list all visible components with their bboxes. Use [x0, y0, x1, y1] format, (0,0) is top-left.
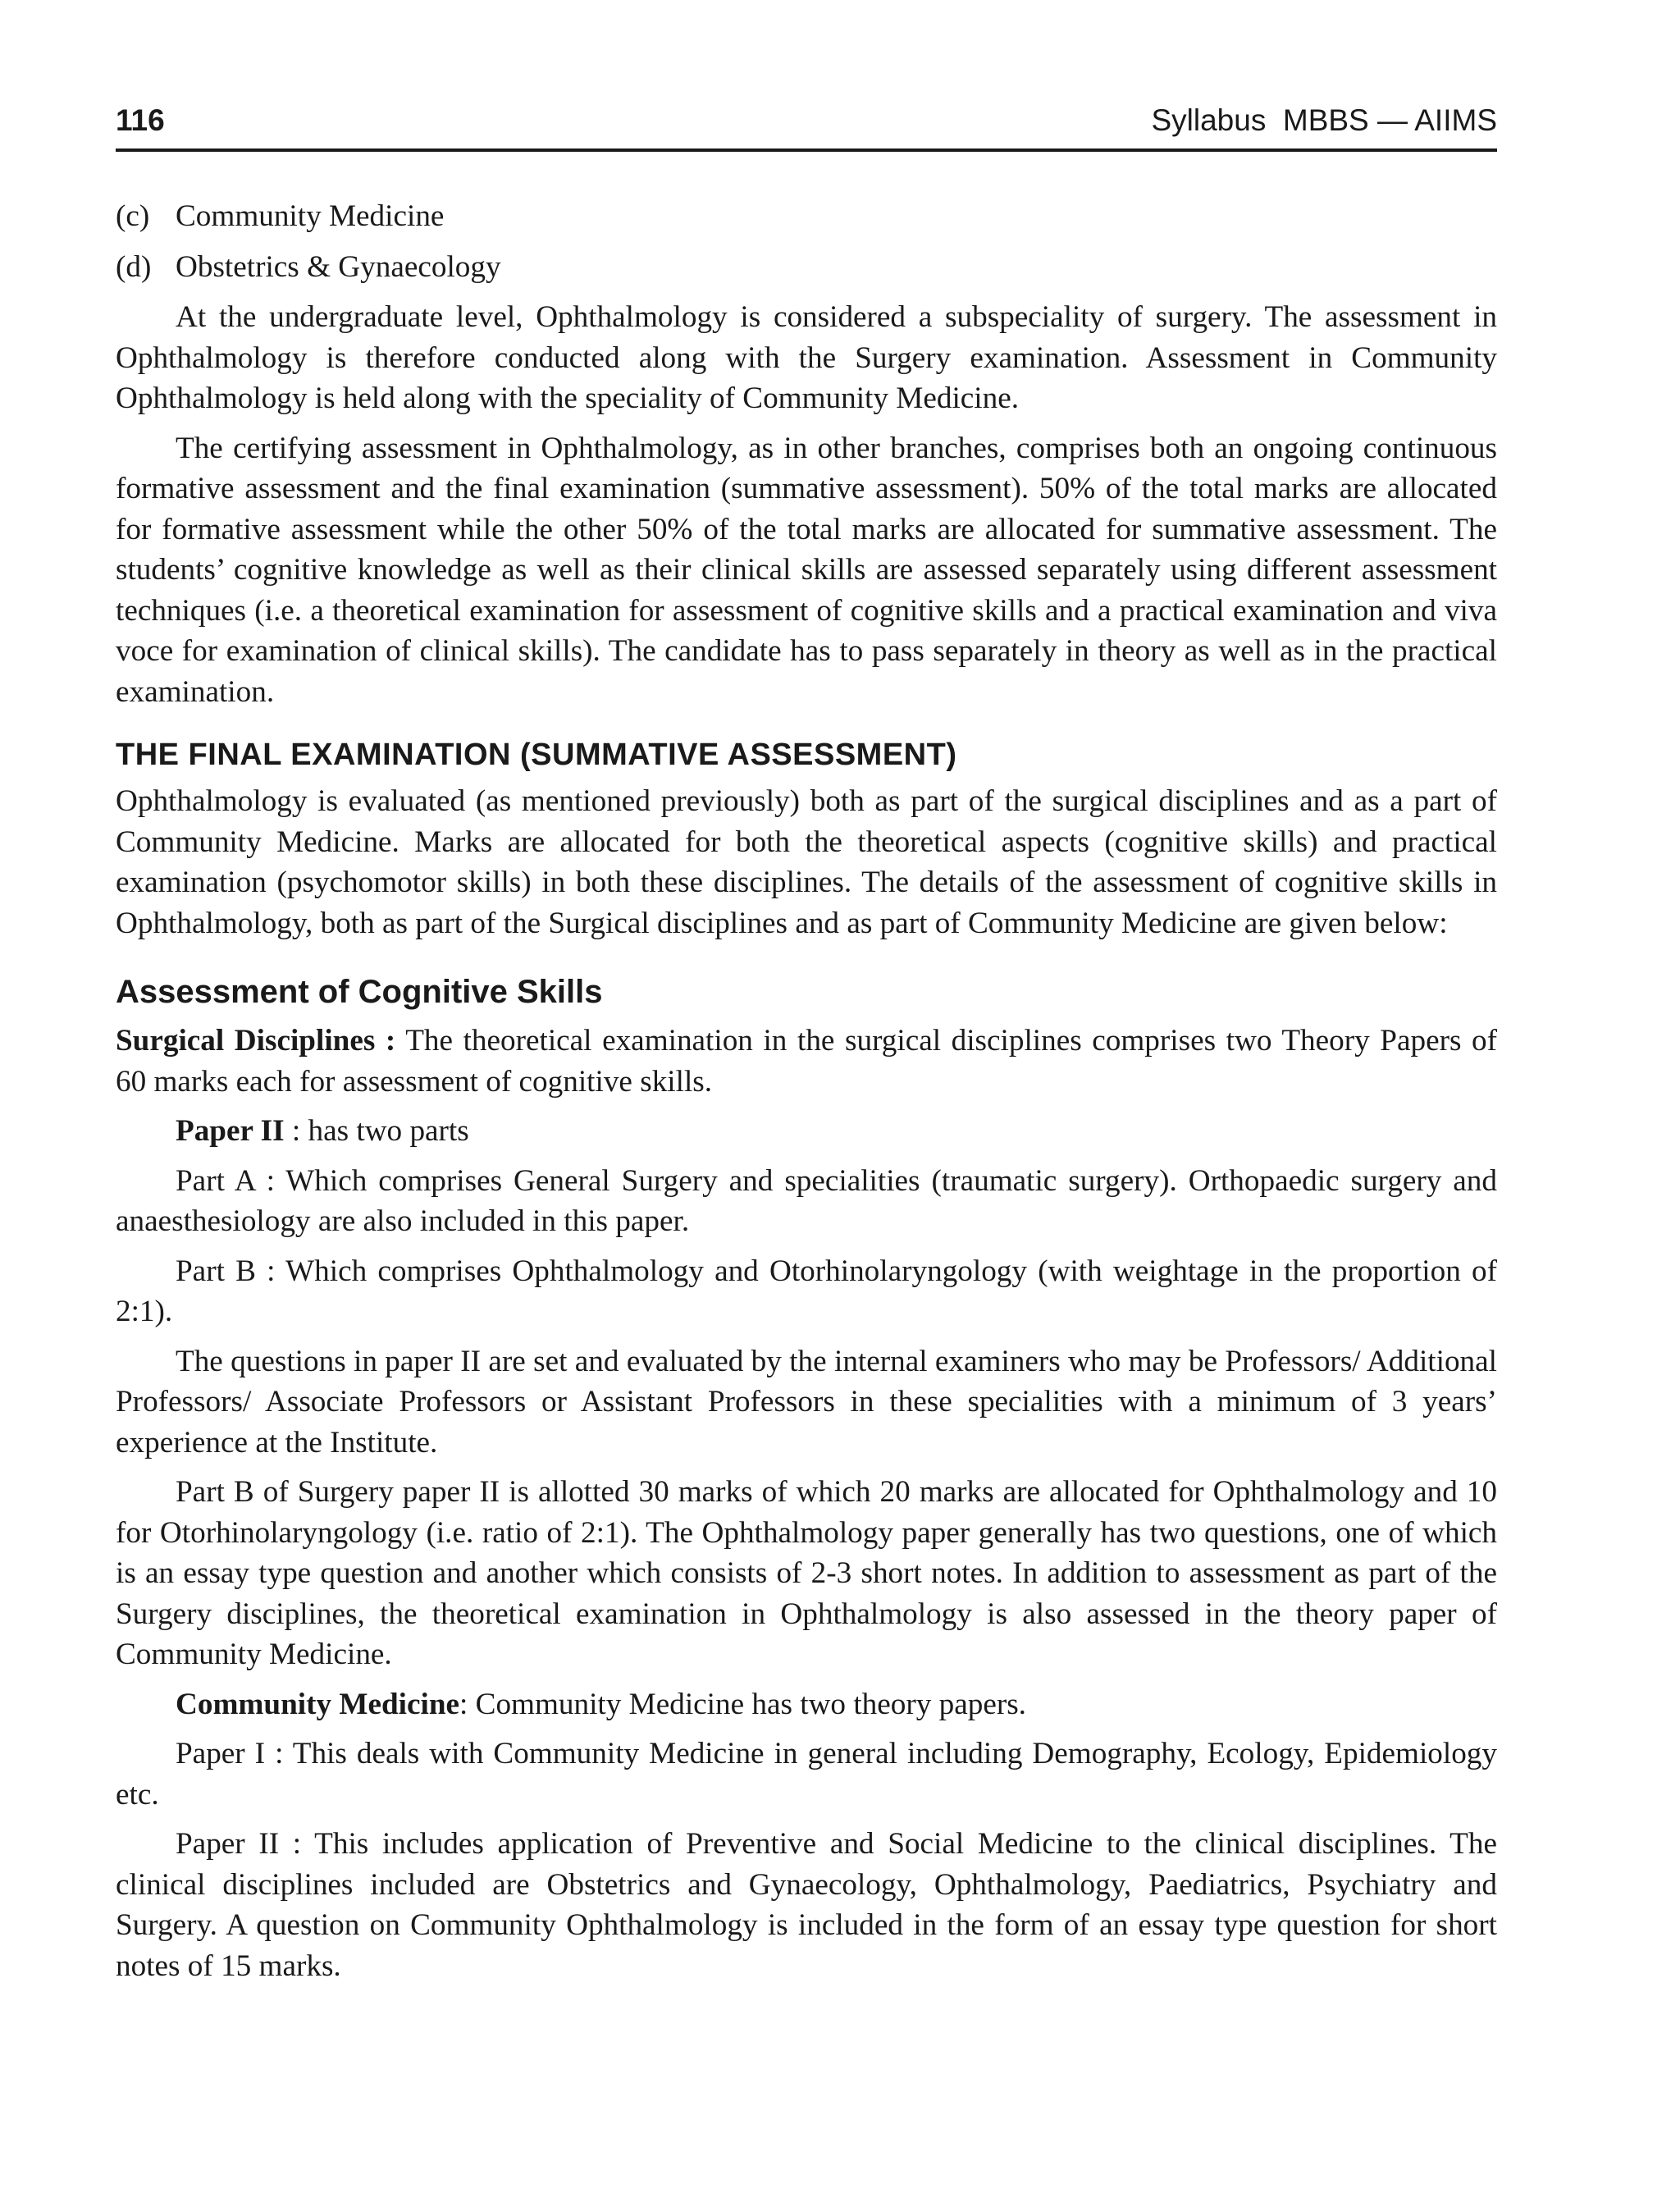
community-medicine-text: : Community Medicine has two theory papers.	[459, 1687, 1026, 1721]
page-number: 116	[116, 103, 165, 137]
paragraph-section-intro: Ophthalmology is evaluated (as mentioned previously) both as part of the surgical disciplines and as a part of Community Medicine. Marks are allocated for both the theoretical aspects (cognitive skills) and practical examination (psychomotor skills) in both these disciplines. The details of the assessment of cognitive skills in Ophthalmology, both as part of the Surgical disciplines and as part of Community Medicine are given below:	[116, 784, 1497, 940]
document-page	[116, 105, 1497, 1995]
paragraph-paper-ii-community: Paper II : This includes application of Preventive and Social Medicine to the clinical disciplines. The clinical disciplines included are Obstetrics and Gynaecology, Ophthalmology, Paediatrics, Psychiatry and Surgery. A question on Community Ophthalmology is included in the form of an essay type question for short notes of 15 marks.	[116, 1827, 1497, 1983]
paragraph-part-b-marks: Part B of Surgery paper II is allotted 30 marks of which 20 marks are allocated for Ophthalmology and 10 for Otorhinolaryngology (i.e. ratio of 2:1). The Ophthalmology paper generally has two questions, one of which is an essay type question and another which consists of 2-3 short notes. In addition to assessment as part of the Surgery disciplines, the theoretical examination in Ophthalmology is also assessed in the theory paper of Community Medicine.	[116, 1475, 1497, 1671]
running-title: Syllabus MBBS — AIIMS	[1151, 103, 1497, 137]
subsection-heading: Assessment of Cognitive Skills	[116, 974, 603, 1010]
community-medicine-label: Community Medicine	[176, 1687, 460, 1721]
section-heading: THE FINAL EXAMINATION (SUMMATIVE ASSESSMENT)	[116, 738, 957, 772]
running-header	[116, 105, 1497, 152]
paragraph-certifying-assessment: The certifying assessment in Ophthalmology, as in other branches, comprises both an ongoing continuous formative assessment and the final examination (summative assessment). 50% of the total marks are allocated for formative assessment while the other 50% of the total marks are allocated for summative assessment. The students’ cognitive knowledge as well as their clinical skills are assessed separately using different assessment techniques (i.e. a theoretical examination for assessment of cognitive skills and a practical examination and viva voce for examination of clinical skills). The candidate has to pass separately in theory as well as in the practical examination.	[116, 431, 1497, 709]
paragraph-part-b: Part B : Which comprises Ophthalmology and Otorhinolaryngology (with weightage in the proportion of 2:1).	[116, 1254, 1497, 1328]
paragraph-examiners: The questions in paper II are set and evaluated by the internal examiners who may be Professors/ Additional Professors/ Associate Professors or Assistant Professors in these specialities with a minimum of 3 years’ experience at the Institute.	[116, 1344, 1497, 1460]
list-item-text: Obstetrics & Gynaecology	[176, 249, 501, 284]
paragraph-surgical-disciplines	[116, 1021, 1497, 1102]
list-marker: (c)	[116, 199, 150, 233]
list-marker: (d)	[116, 249, 152, 284]
document-body	[116, 196, 1497, 1986]
list-item	[116, 247, 1497, 288]
paragraph-paper-i: Paper I : This deals with Community Medicine in general including Demography, Ecology, Epidemiology etc.	[116, 1737, 1497, 1811]
paragraph-subspeciality: At the undergraduate level, Ophthalmology is considered a subspeciality of surgery. The assessment in Ophthalmology is therefore conducted along with the Surgery examination. Assessment in Community Ophthalmology is held along with the speciality of Community Medicine.	[116, 300, 1497, 415]
list-item-text: Community Medicine	[176, 199, 445, 233]
paragraph-community-medicine	[116, 1684, 1497, 1725]
paper-ii-label: Paper II	[176, 1114, 285, 1148]
paragraph-part-a: Part A : Which comprises General Surgery and specialities (traumatic surgery). Orthopaedic surgery and anaesthesiology are also included in this paper.	[116, 1163, 1497, 1238]
paper-ii-text: : has two parts	[284, 1114, 469, 1148]
surgical-disciplines-text: The theoretical examination in the surgical disciplines comprises two Theory Papers of 60 marks each for assessment of cognitive skills.	[116, 1024, 1497, 1099]
paragraph-paper-ii	[116, 1111, 1497, 1152]
list-item	[116, 196, 1497, 237]
surgical-disciplines-label: Surgical Disciplines :	[116, 1024, 396, 1058]
